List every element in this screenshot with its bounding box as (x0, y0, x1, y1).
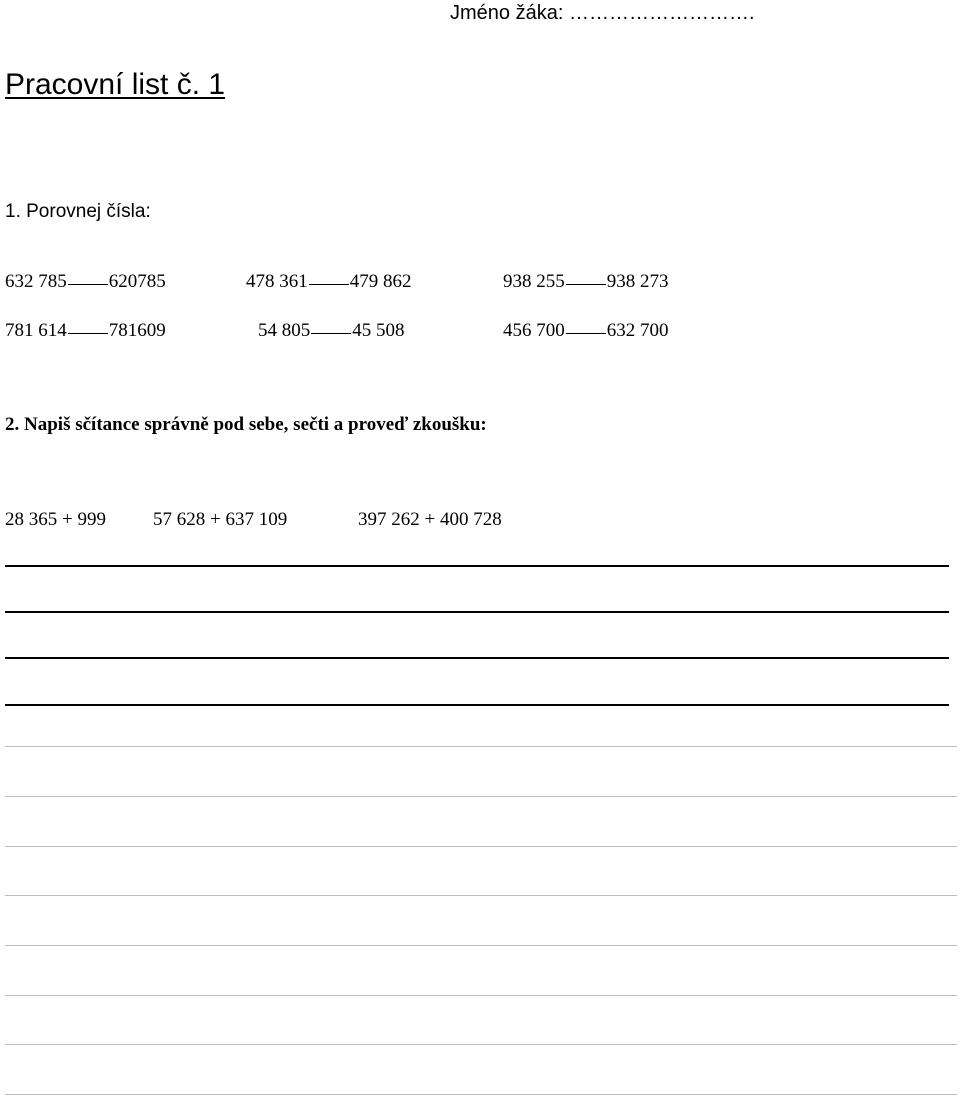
comparison-item (503, 320, 669, 342)
comparison-left: 938 255 (503, 271, 565, 292)
comparison-left: 632 785 (5, 271, 67, 292)
answer-blank[interactable] (309, 283, 349, 285)
comparison-right: 781609 (108, 320, 166, 341)
comparison-item (503, 271, 669, 293)
addition-exercise: 28 365 + 999 (5, 509, 106, 530)
writing-line[interactable] (5, 796, 957, 797)
page-title: Pracovní list č. 1 (5, 68, 226, 101)
comparison-item (5, 271, 166, 293)
student-name-field: Jméno žáka: ………………………. (450, 2, 755, 24)
comparison-right: 938 273 (606, 271, 669, 292)
comparison-item (258, 320, 405, 342)
addition-exercise: 57 628 + 637 109 (153, 509, 288, 530)
answer-line[interactable] (5, 565, 949, 567)
writing-line[interactable] (5, 1094, 957, 1095)
comparison-item (5, 320, 166, 342)
comparison-item (246, 271, 412, 293)
answer-blank[interactable] (311, 332, 351, 334)
comparison-right: 479 862 (349, 271, 412, 292)
answer-blank[interactable] (566, 332, 606, 334)
answer-blank[interactable] (566, 283, 606, 285)
task1-heading: 1. Porovnej čísla: (5, 201, 151, 222)
writing-line[interactable] (5, 995, 957, 996)
writing-line[interactable] (5, 1044, 957, 1045)
task2-heading: 2. Napiš sčítance správně pod sebe, sečti a proveď zkoušku: (5, 414, 487, 435)
answer-line[interactable] (5, 657, 949, 659)
comparison-right: 620785 (108, 271, 166, 292)
comparison-right: 45 508 (352, 320, 405, 341)
addition-exercise: 397 262 + 400 728 (358, 509, 502, 530)
comparison-right: 632 700 (606, 320, 669, 341)
answer-blank[interactable] (68, 332, 108, 334)
writing-line[interactable] (5, 746, 957, 747)
writing-line[interactable] (5, 895, 957, 896)
comparison-left: 456 700 (503, 320, 565, 341)
writing-line[interactable] (5, 945, 957, 946)
answer-blank[interactable] (68, 283, 108, 285)
answer-line[interactable] (5, 611, 949, 613)
answer-line[interactable] (5, 704, 949, 706)
comparison-left: 781 614 (5, 320, 67, 341)
comparison-left: 54 805 (258, 320, 311, 341)
writing-line[interactable] (5, 846, 957, 847)
comparison-left: 478 361 (246, 271, 308, 292)
